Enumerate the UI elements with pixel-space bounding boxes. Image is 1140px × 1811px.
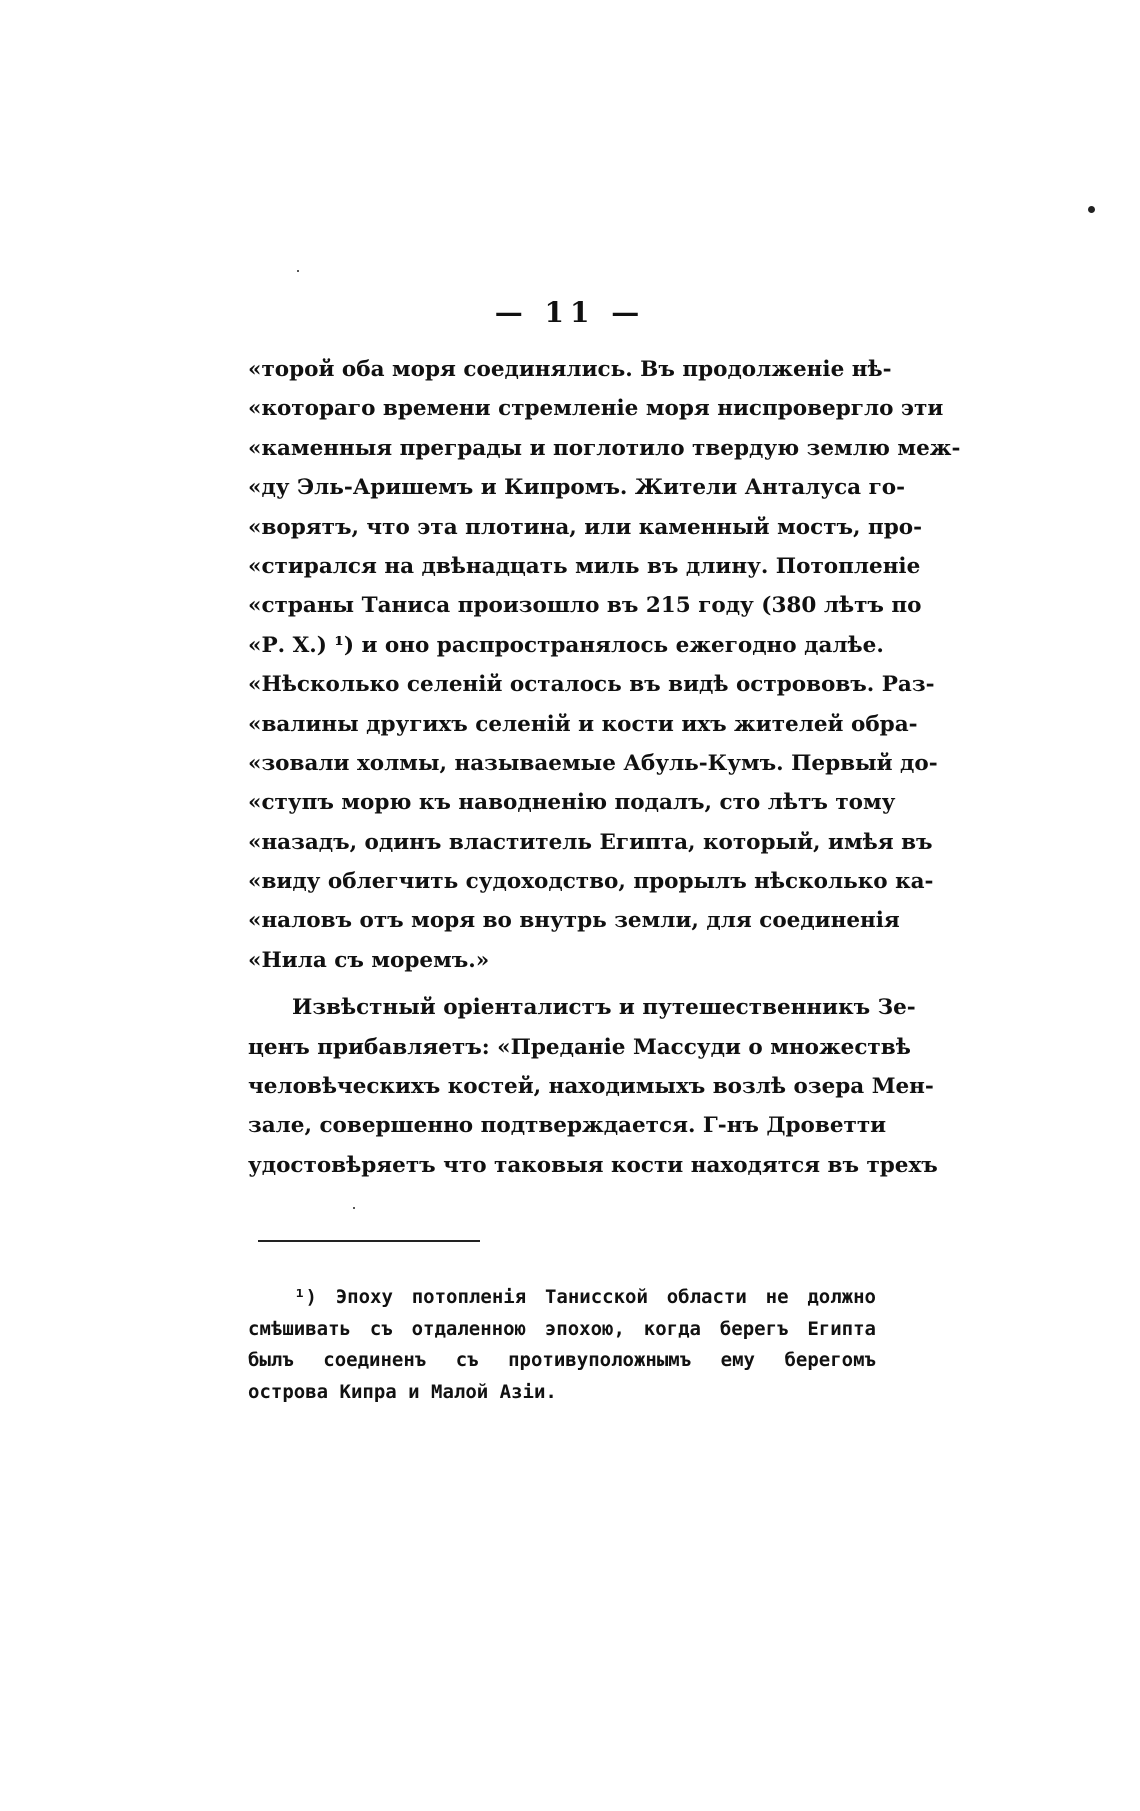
text-line: «назадъ, одинъ властитель Египта, который, имѣя въ: [248, 829, 933, 855]
main-text: [248, 350, 961, 1185]
text-line: «наловъ отъ моря во внутрь земли, для соединенія: [248, 908, 900, 934]
footnote-line: смѣшивать съ отдаленною эпохою, когда берегъ Египта: [248, 1317, 876, 1340]
text-line: удостовѣряетъ что таковыя кости находятся въ трехъ: [248, 1152, 938, 1178]
text-line: «ступъ морю къ наводненію подалъ, сто лѣтъ тому: [248, 790, 896, 816]
footnote-text: Эпоху потопленія Танисской области не должно: [335, 1286, 876, 1308]
footnote-line: [248, 1282, 876, 1314]
text-line: «стирался на двѣнадцать миль въ длину. Потопленіе: [248, 553, 921, 579]
text-line: «страны Таниса произошло въ 215 году (380 лѣтъ по: [248, 593, 922, 619]
footnote-line: острова Кипра и Малой Азіи.: [248, 1380, 557, 1403]
ink-speck: [297, 270, 299, 272]
text-line: «каменныя преграды и поглотило твердую землю меж-: [248, 435, 961, 461]
text-line: ценъ прибавляетъ: «Преданіе Массуди о множествѣ: [248, 1034, 911, 1060]
ink-speck: [1088, 206, 1095, 213]
footnote: [248, 1282, 876, 1408]
page-number: — 11 —: [494, 296, 646, 329]
text-line: зале, совершенно подтверждается. Г-нъ Дроветти: [248, 1113, 887, 1139]
text-line: «котораго времени стремленіе моря ниспровергло эти: [248, 396, 944, 422]
footnote-marker: ¹): [294, 1286, 317, 1308]
text-line: «Нила съ моремъ.»: [248, 947, 490, 973]
text-line: человѣческихъ костей, находимыхъ возлѣ озера Мен-: [248, 1074, 934, 1100]
text-line: Извѣстный оріенталистъ и путешественникъ Зе-: [292, 995, 916, 1021]
text-line: «виду облегчить судоходство, прорылъ нѣсколько ка-: [248, 869, 934, 895]
text-line: «торой оба моря соединялись. Въ продолженіе нѣ-: [248, 357, 892, 382]
text-line: «валины другихъ селеній и кости ихъ жителей обра-: [248, 711, 918, 737]
ink-speck: [353, 1207, 355, 1209]
text-line: «Нѣсколько селеній осталось въ видѣ острововъ. Раз-: [248, 672, 935, 698]
text-line: «ду Эль-Аришемъ и Кипромъ. Жители Анталуса го-: [248, 475, 906, 501]
footnote-divider: [258, 1240, 480, 1242]
footnote-line: былъ соединенъ съ противуположнымъ ему берегомъ: [248, 1349, 876, 1371]
text-line: «зовали холмы, называемые Абуль-Кумъ. Первый до-: [248, 750, 938, 776]
text-line: «ворятъ, что эта плотина, или каменный мостъ, про-: [248, 514, 923, 540]
text-line: «Р. Х.) ¹) и оно распространялось ежегодно далѣе.: [248, 632, 884, 658]
